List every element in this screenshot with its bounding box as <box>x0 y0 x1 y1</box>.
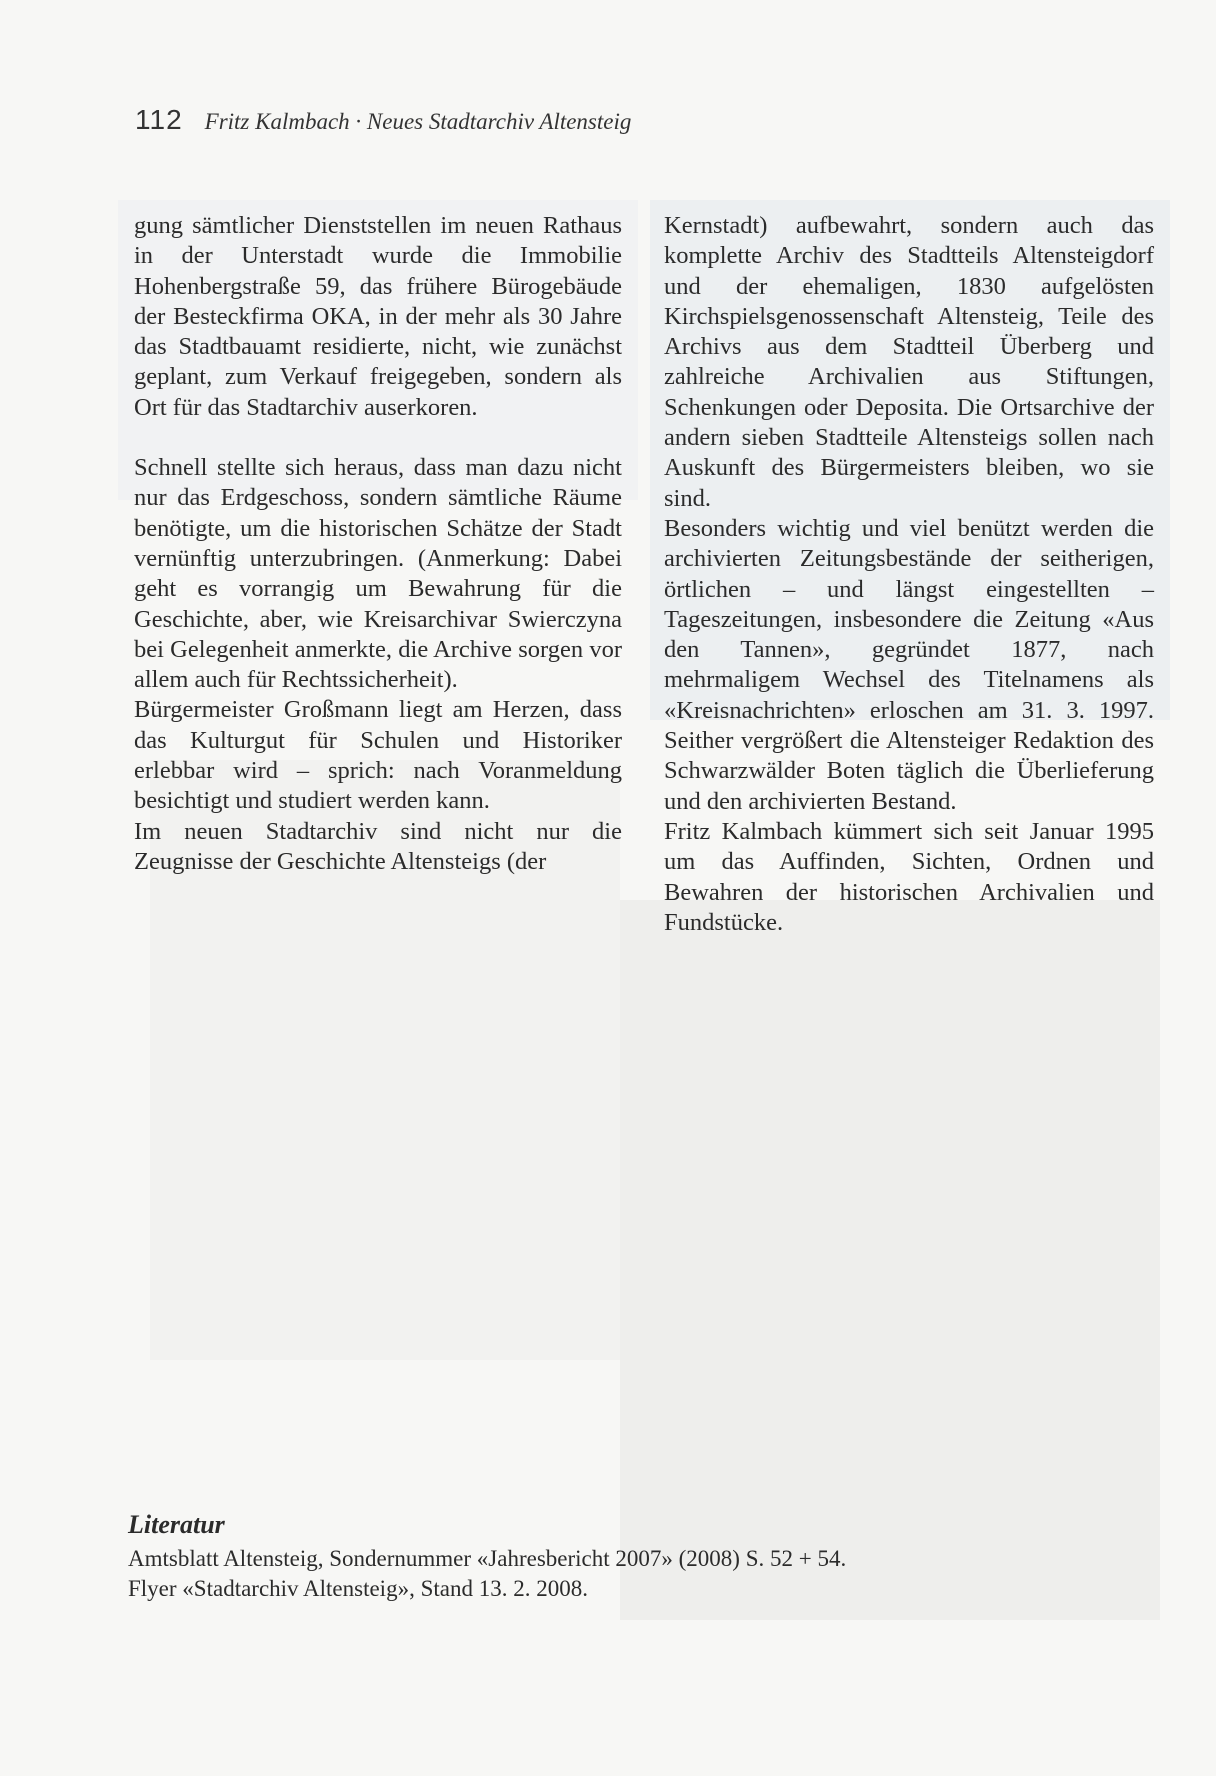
page-number: 112 <box>135 104 183 135</box>
literature-heading: Literatur <box>128 1510 225 1539</box>
literature-entry: Flyer «Stadtarchiv Altensteig», Stand 13. 2. 2008. <box>128 1576 588 1601</box>
left-column <box>134 211 622 877</box>
paragraph: Fritz Kalmbach kümmert sich seit Januar 1995 um das Auffinden, Sichten, Ordnen und Bewahren der historischen Archivalien und Fundstücke. <box>664 817 1154 936</box>
page-header <box>135 104 1035 144</box>
paragraph: Besonders wichtig und viel benützt werden die archivierten Zeitungsbestände der seitherigen, örtlichen – und längst eingestellten – Tageszeitungen, insbesondere die Zeitung «Aus den Tannen», gegründet 1877, nach mehrmaligem Wechsel des Titelnamens als «Kreisnachrichten» erloschen am 31. 3. 1997. Seither vergrößert die Altensteiger Redaktion des Schwarzwälder Boten täglich die Überlieferung und den archivierten Bestand. <box>664 514 1154 815</box>
paragraph: Kernstadt) aufbewahrt, sondern auch das komplette Archiv des Stadtteils Altensteigdorf und der ehemaligen, 1830 aufgelösten Kirchspielsgenossenschaft Altensteig, Teile des Archivs aus dem Stadtteil Überberg und zahlreiche Archivalien aus Stiftungen, Schenkungen oder Deposita. Die Ortsarchive der andern sieben Stadtteile Altensteigs sollen nach Auskunft des Bürgermeisters bleiben, wo sie sind. <box>664 212 1154 512</box>
paragraph: Schnell stellte sich heraus, dass man dazu nicht nur das Erdgeschoss, sondern sämtliche Räume benötigte, um die historischen Schätze der Stadt vernünftig unterzubringen. (Anmerkung: Dabei geht es vorrangig um Bewahrung für die Geschichte, aber, wie Kreisarchivar Swierczyna bei Gelegenheit anmerkte, die Archive sorgen vor allem auch für Rechtssicherheit). <box>134 454 622 694</box>
running-head: Fritz Kalmbach · Neues Stadtarchiv Altensteig <box>204 109 632 134</box>
literature-section <box>128 1510 1128 1604</box>
paragraph: gung sämtlicher Dienststellen im neuen Rathaus in der Unterstadt wurde die Immobilie Hohenbergstraße 59, das frühere Bürogebäude der Besteckfirma OKA, in der mehr als 30 Jahre das Stadtbauamt residierte, nicht, wie zunächst geplant, zum Verkauf freigegeben, sondern als Ort für das Stadtarchiv auserkoren. <box>134 212 622 421</box>
right-column <box>664 211 1154 938</box>
paragraph: Im neuen Stadtarchiv sind nicht nur die Zeugnisse der Geschichte Altensteigs (der <box>134 817 622 875</box>
paragraph: Bürgermeister Großmann liegt am Herzen, dass das Kulturgut für Schulen und Historiker erlebbar wird – sprich: nach Voranmeldung besichtigt und studiert werden kann. <box>134 696 622 815</box>
literature-entry: Amtsblatt Altensteig, Sondernummer «Jahresbericht 2007» (2008) S. 52 + 54. <box>128 1546 847 1571</box>
